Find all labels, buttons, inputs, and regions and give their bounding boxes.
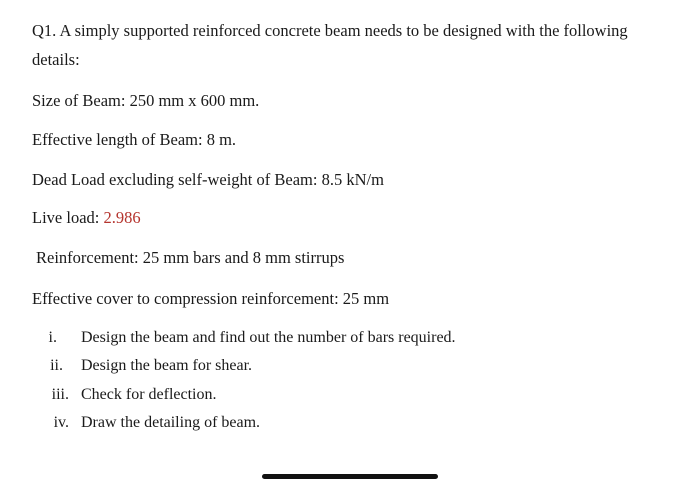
home-indicator-bar[interactable] (262, 474, 438, 479)
task-text-4: Draw the detailing of beam. (81, 414, 261, 431)
dead-load: Dead Load excluding self-weight of Beam: 8.5 kN/m (32, 170, 384, 189)
task-number-3: iii. (51, 386, 69, 403)
question-title: Q1. A simply supported reinforced concrete beam needs to be designed with the following (32, 21, 628, 40)
task-number-1: i. (48, 329, 57, 346)
task-number-2: ii. (50, 357, 63, 374)
task-text-2: Design the beam for shear. (81, 357, 253, 374)
effective-length: Effective length of Beam: 8 m. (32, 130, 237, 149)
beam-size: Size of Beam: 250 mm x 600 mm. (32, 91, 260, 110)
effective-cover: Effective cover to compression reinforcement: 25 mm (32, 289, 390, 308)
live-load (32, 208, 141, 228)
reinforcement: Reinforcement: 25 mm bars and 8 mm stirrups (36, 248, 345, 267)
task-text-1: Design the beam and find out the number of bars required. (81, 329, 456, 346)
live-load-label: Live load: (32, 208, 100, 227)
question-title-continuation: details: (32, 50, 80, 69)
live-load-value: 2.986 (103, 208, 141, 227)
task-text-3: Check for deflection. (81, 386, 217, 403)
task-number-4: iv. (53, 414, 69, 431)
